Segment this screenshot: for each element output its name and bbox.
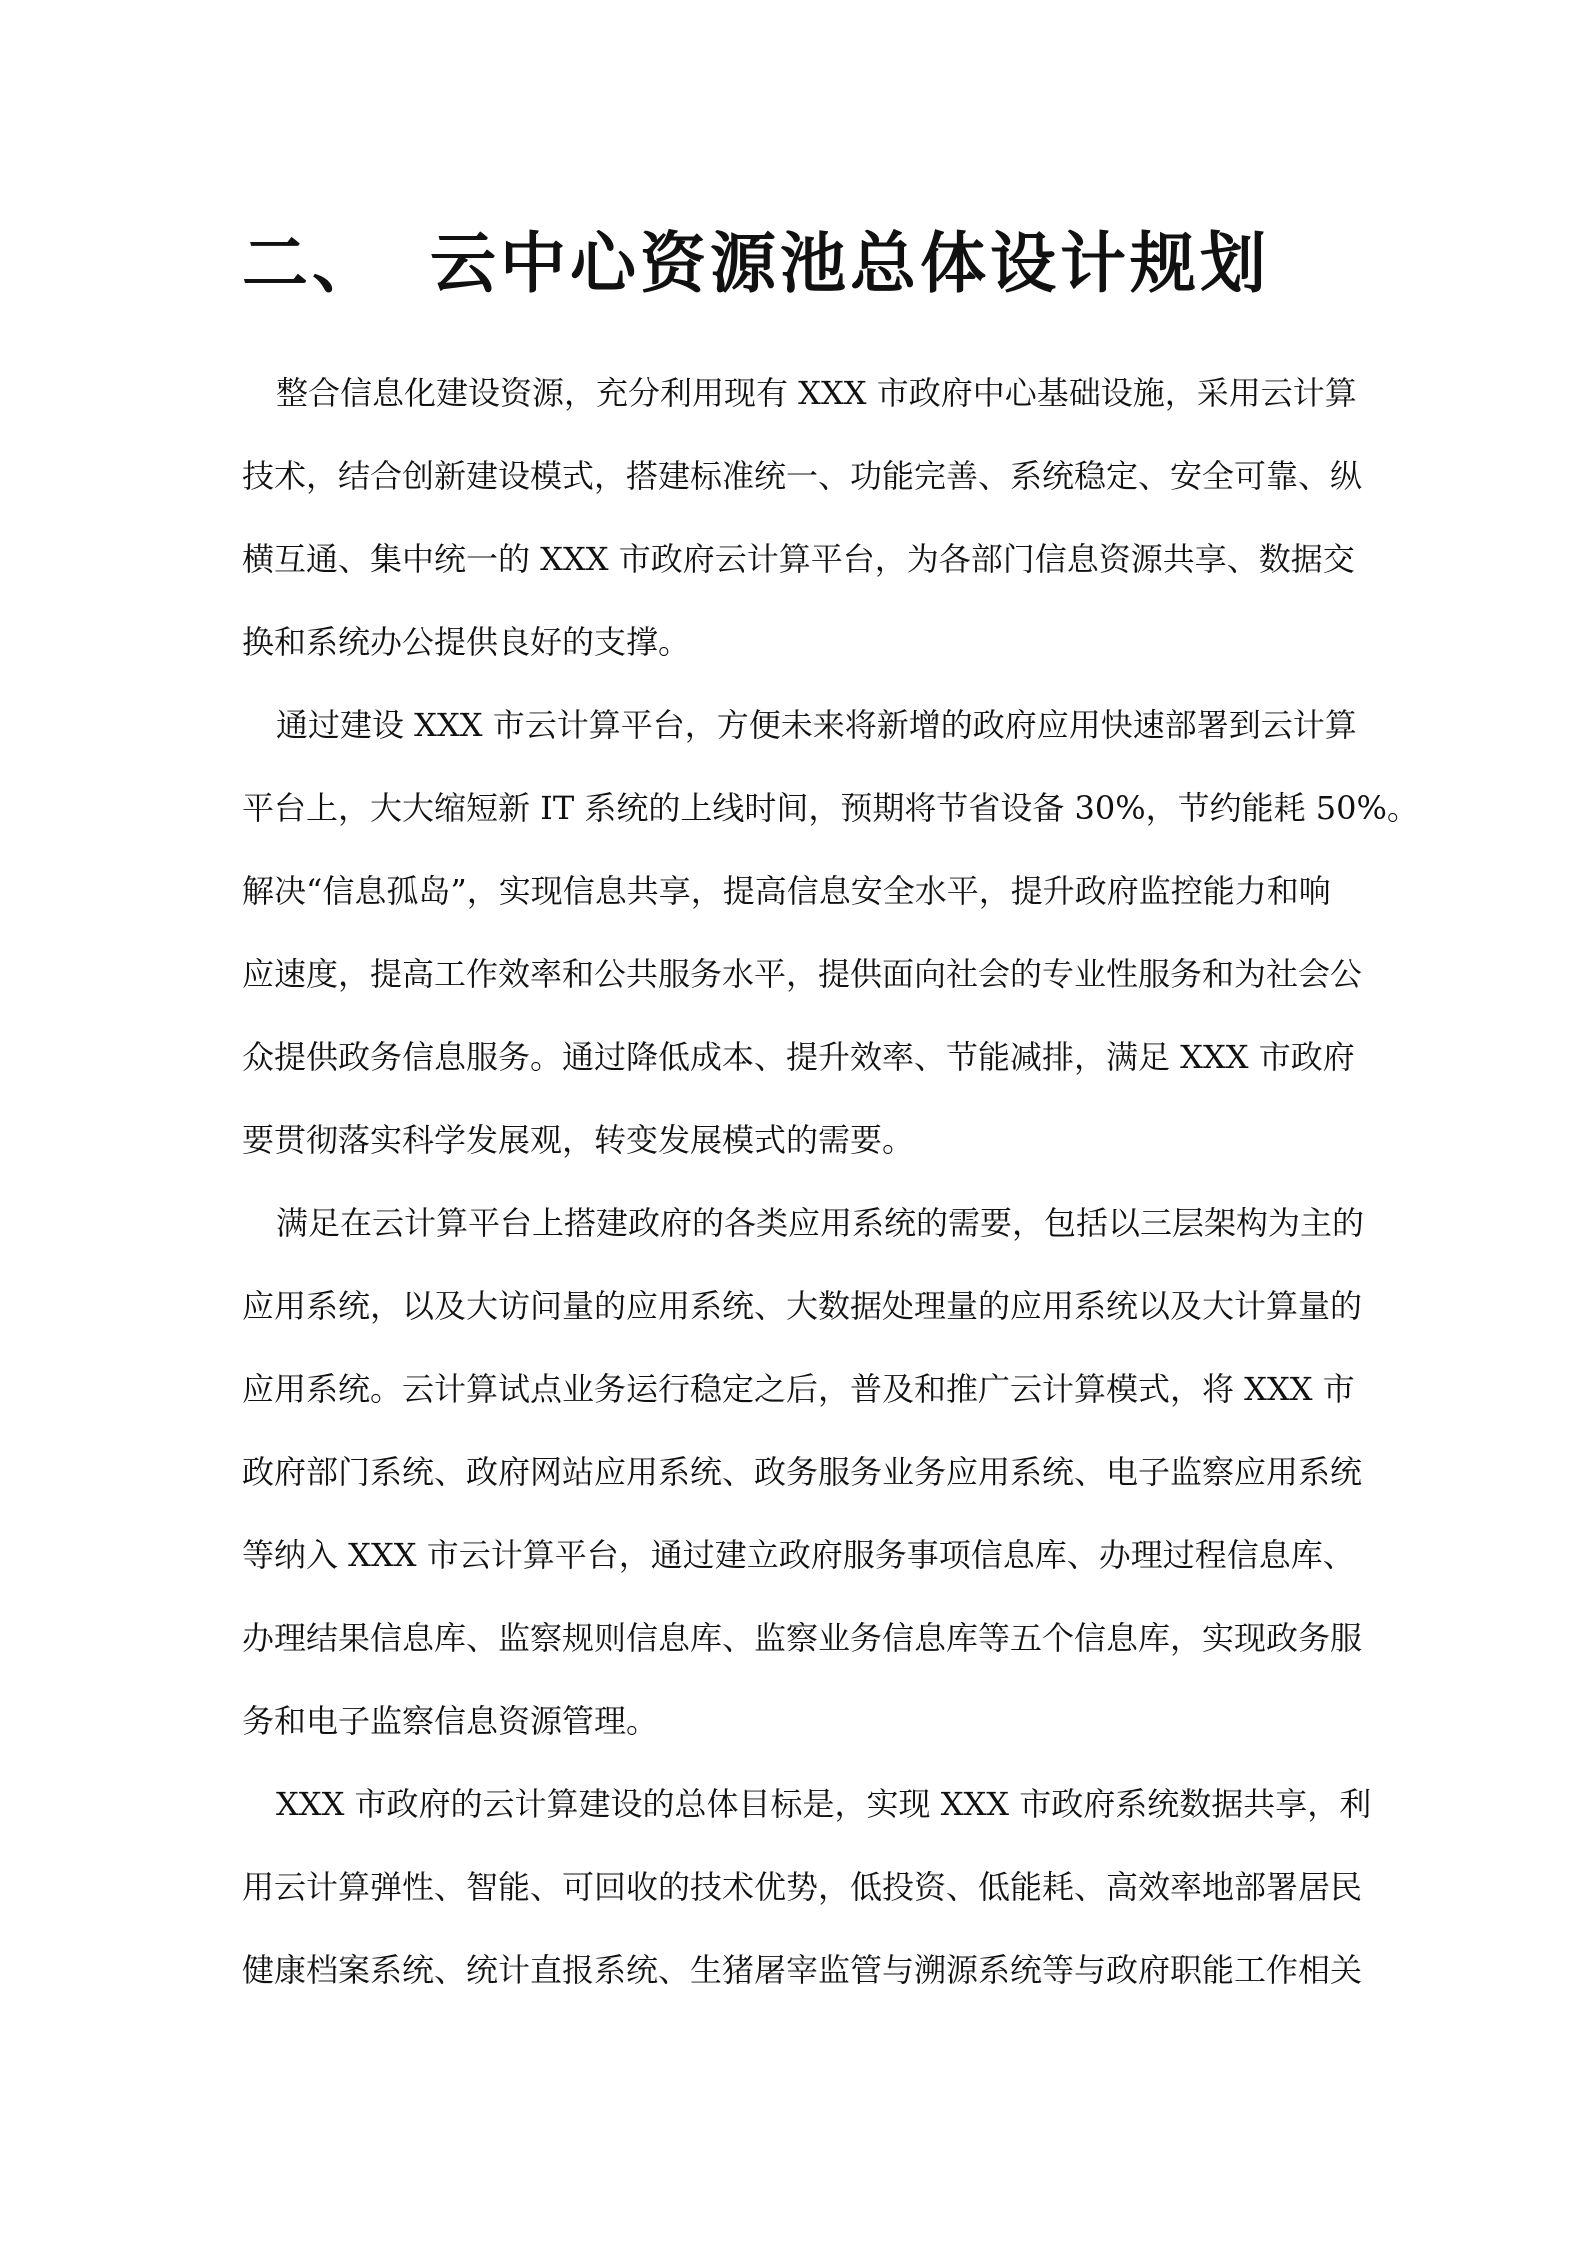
text-line: 健康档案系统、统计直报系统、生猪屠宰监管与溯源系统等与政府职能工作相关	[242, 1951, 1363, 1989]
text-line: 应速度，提高工作效率和公共服务水平，提供面向社会的专业性服务和为社会公	[242, 955, 1363, 993]
text-line: 通过建设 XXX 市云计算平台，方便未来将新增的政府应用快速部署到云计算	[276, 706, 1357, 744]
paragraph-3	[242, 1182, 1365, 1763]
text-line: 务和电子监察信息资源管理。	[242, 1702, 659, 1740]
section-title: 云中心资源池总体设计规划	[430, 225, 1270, 302]
text-line: 用云计算弹性、智能、可回收的技术优势，低投资、低能耗、高效率地部署居民	[242, 1868, 1363, 1906]
document-body	[242, 352, 1419, 2012]
text-line: 换和系统办公提供良好的支撑。	[242, 623, 691, 661]
text-line: 众提供政务信息服务。通过降低成本、提升效率、节能减排，满足 XXX 市政府	[242, 1038, 1355, 1076]
text-line: XXX 市政府的云计算建设的总体目标是，实现 XXX 市政府系统数据共享，利	[276, 1785, 1372, 1823]
text-line: 平台上，大大缩短新 IT 系统的上线时间，预期将节省设备 30%，节约能耗 50%。	[242, 789, 1419, 827]
text-line: 横互通、集中统一的 XXX 市政府云计算平台，为各部门信息资源共享、数据交	[242, 540, 1355, 578]
paragraph-4	[242, 1763, 1372, 2012]
text-line: 应用系统，以及大访问量的应用系统、大数据处理量的应用系统以及大计算量的	[242, 1287, 1363, 1325]
text-line: 技术，结合创新建设模式，搭建标准统一、功能完善、系统稳定、安全可靠、纵	[242, 457, 1363, 495]
text-line: 满足在云计算平台上搭建政府的各类应用系统的需要，包括以三层架构为主的	[276, 1204, 1365, 1242]
paragraph-2	[242, 684, 1419, 1182]
text-line: 解决“信息孤岛”，实现信息共享，提高信息安全水平，提升政府监控能力和响	[242, 872, 1331, 910]
section-number: 二、	[242, 225, 382, 302]
text-line: 办理结果信息库、监察规则信息库、监察业务信息库等五个信息库，实现政务服	[242, 1619, 1363, 1657]
text-line: 等纳入 XXX 市云计算平台，通过建立政府服务事项信息库、办理过程信息库、	[242, 1536, 1355, 1574]
paragraph-1	[242, 352, 1363, 684]
text-line: 应用系统。云计算试点业务运行稳定之后，普及和推广云计算模式，将 XXX 市	[242, 1370, 1355, 1408]
section-heading	[242, 210, 1270, 305]
text-line: 整合信息化建设资源，充分利用现有 XXX 市政府中心基础设施，采用云计算	[276, 374, 1357, 412]
text-line: 要贯彻落实科学发展观，转变发展模式的需要。	[242, 1121, 915, 1159]
text-line: 政府部门系统、政府网站应用系统、政务服务业务应用系统、电子监察应用系统	[242, 1453, 1363, 1491]
